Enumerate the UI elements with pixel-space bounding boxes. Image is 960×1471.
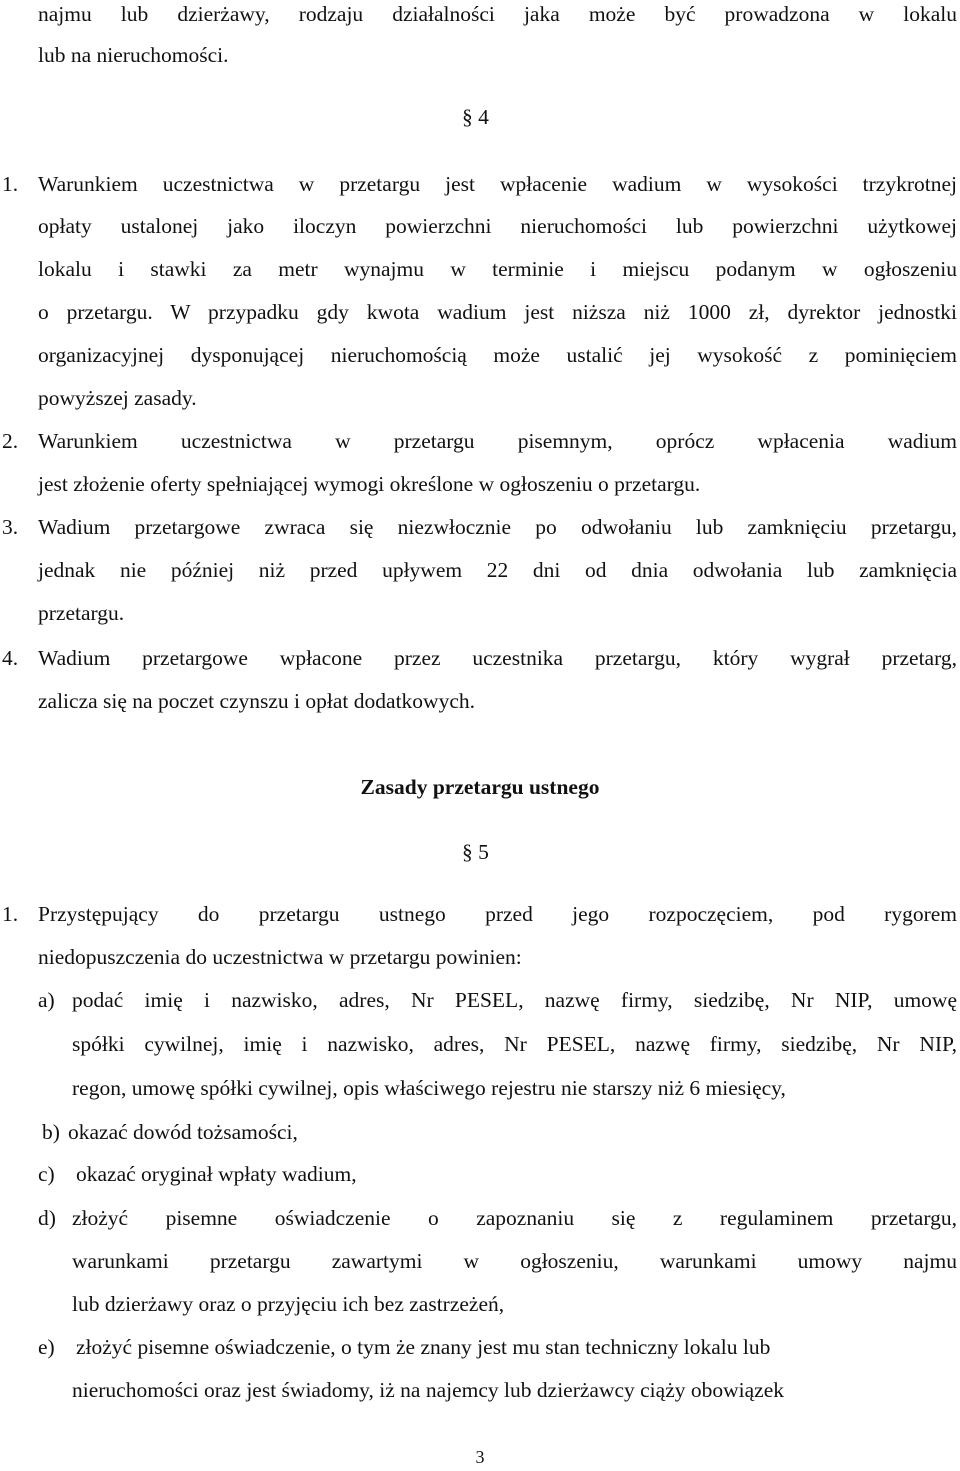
list-item-text: Przystępujący do przetargu ustnego przed jego rozpoczęciem, pod rygorem	[38, 902, 957, 926]
sub-item-line	[38, 1204, 957, 1232]
list-item-line: jednak nie później niż przed upływem 22 dni od dnia odwołania lub zamknięcia	[38, 558, 957, 582]
sub-item-line	[38, 1333, 957, 1361]
section-sign-5: § 5	[462, 840, 489, 864]
list-item-text: Wadium przetargowe wpłacone przez uczestnika przetargu, który wygrał przetarg,	[38, 646, 957, 670]
list-item-line: powyższej zasady.	[38, 386, 197, 410]
sub-item-text: okazać dowód tożsamości,	[68, 1120, 298, 1144]
list-item-line	[2, 644, 957, 672]
list-item-number: 1.	[2, 172, 19, 196]
sub-item-label: b)	[42, 1120, 60, 1144]
sub-item-label: a)	[38, 988, 55, 1012]
sub-item-line	[42, 1118, 957, 1146]
list-item-line: jest złożenie oferty spełniającej wymogi określone w ogłoszeniu o przetargu.	[38, 472, 701, 496]
list-item-line	[2, 513, 957, 541]
section-sign-4: § 4	[462, 105, 489, 129]
list-item-number: 3.	[2, 515, 19, 539]
section-heading: Zasady przetargu ustnego	[360, 775, 600, 799]
list-item-line: niedopuszczenia do uczestnictwa w przetargu powinien:	[38, 945, 522, 969]
list-item-line	[2, 427, 957, 455]
list-item-text: Wadium przetargowe zwraca się niezwłocznie po odwołaniu lub zamknięciu przetargu,	[38, 515, 957, 539]
page-number: 3	[475, 1447, 485, 1467]
sub-item-line: warunkami przetargu zawartymi w ogłoszeniu, warunkami umowy najmu	[72, 1249, 957, 1273]
sub-item-line: lub dzierżawy oraz o przyjęciu ich bez zastrzeżeń,	[72, 1292, 505, 1316]
paragraph-line: najmu lub dzierżawy, rodzaju działalności jaka może być prowadzona w lokalu	[38, 2, 957, 26]
list-item-line: opłaty ustalonej jako iloczyn powierzchni nieruchomości lub powierzchni użytkowej	[38, 214, 957, 238]
list-item-text: Warunkiem uczestnictwa w przetargu pisemnym, oprócz wpłacenia wadium	[38, 429, 957, 453]
sub-item-text: złożyć pisemne oświadczenie, o tym że znany jest mu stan techniczny lokalu lub	[76, 1335, 771, 1359]
sub-item-text: okazać oryginał wpłaty wadium,	[76, 1162, 357, 1186]
sub-item-label: c)	[38, 1162, 55, 1186]
paragraph-line: lub na nieruchomości.	[38, 43, 229, 67]
list-item-line: organizacyjnej dysponującej nieruchomością może ustalić jej wysokość z pominięciem	[38, 343, 957, 367]
list-item-line	[2, 900, 957, 928]
list-item-line	[2, 170, 957, 198]
list-item-number: 1.	[2, 902, 19, 926]
sub-item-label: e)	[38, 1335, 55, 1359]
list-item-number: 4.	[2, 646, 19, 670]
list-item-line: lokalu i stawki za metr wynajmu w terminie i miejscu podanym w ogłoszeniu	[38, 257, 957, 281]
sub-item-label: d)	[38, 1206, 56, 1230]
list-item-line: przetargu.	[38, 601, 125, 625]
sub-item-text: podać imię i nazwisko, adres, Nr PESEL, nazwę firmy, siedzibę, Nr NIP, umowę	[72, 988, 957, 1012]
list-item-line: zalicza się na poczet czynszu i opłat dodatkowych.	[38, 689, 475, 713]
sub-item-line: spółki cywilnej, imię i nazwisko, adres, Nr PESEL, nazwę firmy, siedzibę, Nr NIP,	[72, 1032, 957, 1056]
list-item-text: Warunkiem uczestnictwa w przetargu jest wpłacenie wadium w wysokości trzykrotnej	[38, 172, 957, 196]
list-item-line: o przetargu. W przypadku gdy kwota wadium jest niższa niż 1000 zł, dyrektor jednostki	[38, 300, 957, 324]
sub-item-line: nieruchomości oraz jest świadomy, iż na najemcy lub dzierżawcy ciąży obowiązek	[72, 1378, 784, 1402]
sub-item-line: regon, umowę spółki cywilnej, opis właściwego rejestru nie starszy niż 6 miesięcy,	[72, 1076, 786, 1100]
sub-item-text: złożyć pisemne oświadczenie o zapoznaniu się z regulaminem przetargu,	[72, 1206, 957, 1230]
sub-item-line	[38, 1160, 957, 1188]
sub-item-line	[38, 986, 957, 1014]
list-item-number: 2.	[2, 429, 19, 453]
